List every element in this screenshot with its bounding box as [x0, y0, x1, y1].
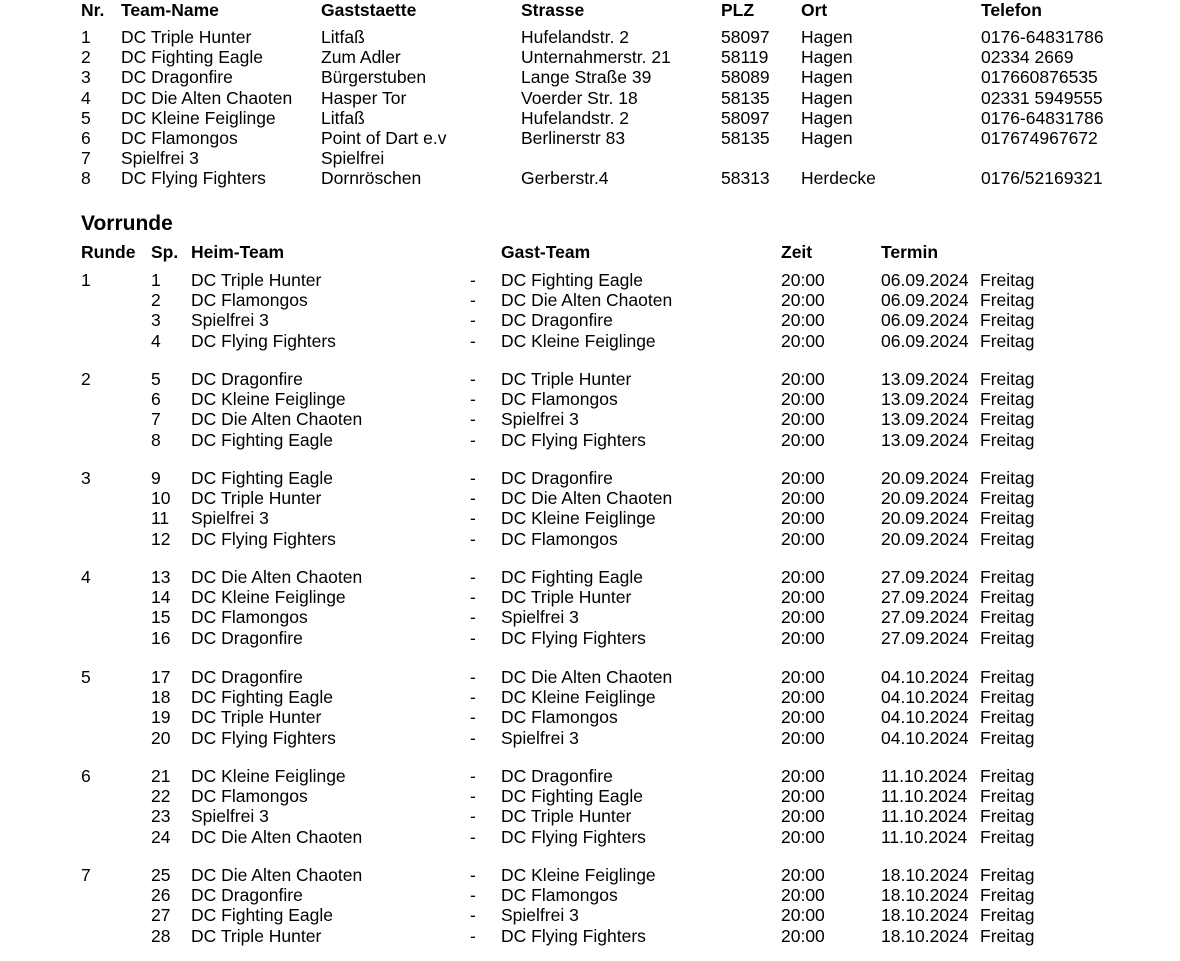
game-number: 17 — [151, 667, 171, 687]
game-number: 12 — [151, 528, 171, 549]
game-date: 18.10.2024 — [881, 865, 969, 885]
game-number: 6 — [151, 389, 161, 410]
game-date: 18.10.2024 — [881, 925, 969, 946]
game-weekday: Freitag — [980, 627, 1035, 648]
game-date: 11.10.2024 — [881, 826, 968, 847]
away-team: Spielfrei 3 — [501, 607, 579, 628]
team-venue: Hasper Tor — [321, 87, 407, 108]
away-team: Spielfrei 3 — [501, 409, 579, 430]
game-time: 20:00 — [781, 409, 825, 430]
game-time: 20:00 — [781, 429, 825, 450]
round-number: 7 — [81, 865, 91, 885]
game-weekday: Freitag — [980, 488, 1035, 509]
game-number: 26 — [151, 885, 171, 906]
team-city: Hagen — [801, 27, 853, 47]
team-plz: 58089 — [721, 67, 770, 88]
home-team: DC Die Alten Chaoten — [191, 826, 363, 847]
game-number: 2 — [151, 290, 161, 311]
home-team: DC Dragonfire — [191, 667, 303, 687]
vs-separator: - — [470, 310, 476, 331]
game-time: 20:00 — [781, 806, 825, 827]
game-time: 20:00 — [781, 508, 825, 529]
team-street: Gerberstr.4 — [521, 168, 609, 189]
game-date: 27.09.2024 — [881, 627, 969, 648]
away-team: Spielfrei 3 — [501, 727, 579, 748]
team-city: Hagen — [801, 128, 853, 148]
home-team: Spielfrei 3 — [191, 310, 269, 331]
schedule-header-time: Zeit — [781, 242, 813, 262]
game-weekday: Freitag — [980, 667, 1035, 687]
away-team: DC Fighting Eagle — [501, 270, 644, 290]
game-date: 27.09.2024 — [881, 607, 969, 628]
away-team: DC Flamongos — [501, 389, 618, 410]
team-venue: Dornröschen — [321, 168, 422, 189]
team-name: DC Die Alten Chaoten — [121, 87, 293, 108]
home-team: DC Dragonfire — [191, 885, 303, 906]
game-time: 20:00 — [781, 925, 825, 946]
game-date: 04.10.2024 — [881, 707, 969, 728]
game-time: 20:00 — [781, 528, 825, 549]
schedule-header-home: Heim-Team — [191, 242, 285, 262]
game-date: 04.10.2024 — [881, 727, 969, 748]
away-team: DC Kleine Feiglinge — [501, 330, 656, 351]
vs-separator: - — [470, 786, 476, 807]
game-date: 06.09.2024 — [881, 330, 969, 351]
game-date: 20.09.2024 — [881, 468, 969, 488]
away-team: DC Fighting Eagle — [501, 786, 644, 807]
game-weekday: Freitag — [980, 409, 1035, 430]
game-time: 20:00 — [781, 865, 825, 885]
home-team: DC Die Alten Chaoten — [191, 409, 363, 430]
team-venue: Spielfrei — [321, 148, 385, 169]
vs-separator: - — [470, 270, 476, 290]
game-number: 19 — [151, 707, 171, 728]
home-team: DC Triple Hunter — [191, 488, 322, 509]
team-plz: 58097 — [721, 27, 770, 47]
game-weekday: Freitag — [980, 429, 1035, 450]
game-number: 24 — [151, 826, 171, 847]
game-date: 06.09.2024 — [881, 270, 969, 290]
home-team: DC Die Alten Chaoten — [191, 865, 363, 885]
game-time: 20:00 — [781, 766, 825, 786]
vs-separator: - — [470, 826, 476, 847]
game-weekday: Freitag — [980, 290, 1035, 311]
home-team: DC Die Alten Chaoten — [191, 567, 363, 587]
team-name: Spielfrei 3 — [121, 148, 199, 169]
team-street: Voerder Str. 18 — [521, 87, 638, 108]
team-city: Hagen — [801, 87, 853, 108]
game-weekday: Freitag — [980, 508, 1035, 529]
home-team: DC Kleine Feiglinge — [191, 389, 346, 410]
game-weekday: Freitag — [980, 567, 1035, 587]
away-team: DC Dragonfire — [501, 468, 613, 488]
team-phone: 017660876535 — [981, 67, 1098, 88]
home-team: DC Fighting Eagle — [191, 687, 334, 708]
team-plz: 58313 — [721, 168, 770, 189]
away-team: DC Kleine Feiglinge — [501, 508, 656, 529]
game-date: 11.10.2024 — [881, 766, 968, 786]
schedule-header-round: Runde — [81, 242, 136, 262]
schedule-header-away: Gast-Team — [501, 242, 591, 262]
home-team: DC Kleine Feiglinge — [191, 587, 346, 608]
game-weekday: Freitag — [980, 727, 1035, 748]
teams-header-venue: Gaststaette — [321, 0, 417, 20]
game-time: 20:00 — [781, 905, 825, 926]
team-nr: 5 — [81, 107, 91, 128]
vs-separator: - — [470, 528, 476, 549]
game-weekday: Freitag — [980, 707, 1035, 728]
team-venue: Litfaß — [321, 107, 365, 128]
away-team: DC Die Alten Chaoten — [501, 488, 673, 509]
game-number: 1 — [151, 270, 161, 290]
team-phone: 02331 5949555 — [981, 87, 1103, 108]
game-time: 20:00 — [781, 727, 825, 748]
game-time: 20:00 — [781, 330, 825, 351]
game-date: 27.09.2024 — [881, 567, 969, 587]
game-time: 20:00 — [781, 667, 825, 687]
game-number: 8 — [151, 429, 161, 450]
game-weekday: Freitag — [980, 607, 1035, 628]
vs-separator: - — [470, 766, 476, 786]
vs-separator: - — [470, 567, 476, 587]
vs-separator: - — [470, 905, 476, 926]
game-weekday: Freitag — [980, 806, 1035, 827]
home-team: DC Flying Fighters — [191, 528, 336, 549]
team-street: Hufelandstr. 2 — [521, 27, 629, 47]
game-number: 28 — [151, 925, 171, 946]
vs-separator: - — [470, 369, 476, 389]
game-date: 20.09.2024 — [881, 528, 969, 549]
away-team: DC Triple Hunter — [501, 806, 632, 827]
team-venue: Point of Dart e.v — [321, 128, 447, 148]
round-number: 6 — [81, 766, 91, 786]
game-weekday: Freitag — [980, 826, 1035, 847]
game-time: 20:00 — [781, 885, 825, 906]
game-number: 22 — [151, 786, 171, 807]
vs-separator: - — [470, 727, 476, 748]
home-team: DC Flying Fighters — [191, 330, 336, 351]
game-number: 9 — [151, 468, 161, 488]
round-number: 1 — [81, 270, 91, 290]
team-nr: 2 — [81, 47, 91, 68]
vs-separator: - — [470, 667, 476, 687]
game-date: 20.09.2024 — [881, 508, 969, 529]
vs-separator: - — [470, 607, 476, 628]
game-date: 13.09.2024 — [881, 369, 969, 389]
team-nr: 4 — [81, 87, 91, 108]
away-team: Spielfrei 3 — [501, 905, 579, 926]
vs-separator: - — [470, 429, 476, 450]
game-number: 10 — [151, 488, 171, 509]
game-date: 06.09.2024 — [881, 290, 969, 311]
vs-separator: - — [470, 409, 476, 430]
vs-separator: - — [470, 806, 476, 827]
team-street: Unternahmerstr. 21 — [521, 47, 671, 68]
game-number: 7 — [151, 409, 161, 430]
game-date: 11.10.2024 — [881, 806, 968, 827]
schedule-header-game: Sp. — [151, 242, 179, 262]
away-team: DC Flying Fighters — [501, 627, 646, 648]
teams-header-nr: Nr. — [81, 0, 105, 20]
home-team: DC Fighting Eagle — [191, 429, 334, 450]
game-weekday: Freitag — [980, 905, 1035, 926]
round-number: 3 — [81, 468, 91, 488]
home-team: DC Flying Fighters — [191, 727, 336, 748]
team-name: DC Fighting Eagle — [121, 47, 264, 68]
game-weekday: Freitag — [980, 369, 1035, 389]
game-weekday: Freitag — [980, 528, 1035, 549]
game-date: 06.09.2024 — [881, 310, 969, 331]
team-name: DC Triple Hunter — [121, 27, 252, 47]
game-time: 20:00 — [781, 389, 825, 410]
game-weekday: Freitag — [980, 885, 1035, 906]
away-team: DC Dragonfire — [501, 766, 613, 786]
game-number: 16 — [151, 627, 171, 648]
team-venue: Bürgerstuben — [321, 67, 427, 88]
away-team: DC Flying Fighters — [501, 429, 646, 450]
team-phone: 02334 2669 — [981, 47, 1074, 68]
home-team: DC Fighting Eagle — [191, 468, 334, 488]
round-number: 5 — [81, 667, 91, 687]
team-name: DC Kleine Feiglinge — [121, 107, 276, 128]
team-phone: 0176/52169321 — [981, 168, 1103, 189]
vs-separator: - — [470, 925, 476, 946]
away-team: DC Flamongos — [501, 707, 618, 728]
game-date: 04.10.2024 — [881, 667, 969, 687]
home-team: DC Flamongos — [191, 786, 308, 807]
team-city: Herdecke — [801, 168, 876, 189]
home-team: DC Dragonfire — [191, 627, 303, 648]
away-team: DC Kleine Feiglinge — [501, 687, 656, 708]
away-team: DC Triple Hunter — [501, 369, 632, 389]
game-date: 18.10.2024 — [881, 905, 969, 926]
game-number: 21 — [151, 766, 171, 786]
team-city: Hagen — [801, 107, 853, 128]
away-team: DC Triple Hunter — [501, 587, 632, 608]
away-team: DC Flying Fighters — [501, 925, 646, 946]
game-date: 13.09.2024 — [881, 409, 969, 430]
team-venue: Litfaß — [321, 27, 365, 47]
away-team: DC Dragonfire — [501, 310, 613, 331]
teams-header-street: Strasse — [521, 0, 585, 20]
game-time: 20:00 — [781, 707, 825, 728]
game-number: 5 — [151, 369, 161, 389]
game-weekday: Freitag — [980, 925, 1035, 946]
team-phone: 0176-64831786 — [981, 107, 1104, 128]
teams-header-city: Ort — [801, 0, 828, 20]
game-time: 20:00 — [781, 290, 825, 311]
game-number: 4 — [151, 330, 161, 351]
team-nr: 7 — [81, 148, 91, 169]
home-team: DC Flamongos — [191, 607, 308, 628]
home-team: Spielfrei 3 — [191, 508, 269, 529]
away-team: DC Die Alten Chaoten — [501, 290, 673, 311]
game-time: 20:00 — [781, 826, 825, 847]
game-weekday: Freitag — [980, 786, 1035, 807]
team-phone: 0176-64831786 — [981, 27, 1104, 47]
game-time: 20:00 — [781, 607, 825, 628]
game-number: 20 — [151, 727, 171, 748]
game-weekday: Freitag — [980, 270, 1035, 290]
game-time: 20:00 — [781, 270, 825, 290]
round-number: 2 — [81, 369, 91, 389]
game-weekday: Freitag — [980, 865, 1035, 885]
team-name: DC Flamongos — [121, 128, 238, 148]
team-nr: 6 — [81, 128, 91, 148]
game-time: 20:00 — [781, 627, 825, 648]
away-team: DC Die Alten Chaoten — [501, 667, 673, 687]
game-number: 27 — [151, 905, 171, 926]
team-plz: 58097 — [721, 107, 770, 128]
away-team: DC Fighting Eagle — [501, 567, 644, 587]
vs-separator: - — [470, 707, 476, 728]
away-team: DC Flying Fighters — [501, 826, 646, 847]
home-team: DC Fighting Eagle — [191, 905, 334, 926]
game-date: 27.09.2024 — [881, 587, 969, 608]
game-date: 18.10.2024 — [881, 885, 969, 906]
vs-separator: - — [470, 627, 476, 648]
home-team: DC Dragonfire — [191, 369, 303, 389]
away-team: DC Kleine Feiglinge — [501, 865, 656, 885]
game-time: 20:00 — [781, 687, 825, 708]
away-team: DC Flamongos — [501, 885, 618, 906]
vs-separator: - — [470, 389, 476, 410]
game-number: 11 — [151, 508, 170, 529]
team-street: Hufelandstr. 2 — [521, 107, 629, 128]
game-time: 20:00 — [781, 786, 825, 807]
team-street: Berlinerstr 83 — [521, 128, 626, 148]
team-plz: 58135 — [721, 87, 770, 108]
team-city: Hagen — [801, 47, 853, 68]
vs-separator: - — [470, 488, 476, 509]
game-weekday: Freitag — [980, 766, 1035, 786]
team-street: Lange Straße 39 — [521, 67, 652, 88]
teams-header-phone: Telefon — [981, 0, 1042, 20]
game-weekday: Freitag — [980, 310, 1035, 331]
team-name: DC Dragonfire — [121, 67, 233, 88]
home-team: DC Flamongos — [191, 290, 308, 311]
game-number: 25 — [151, 865, 171, 885]
game-time: 20:00 — [781, 587, 825, 608]
vs-separator: - — [470, 468, 476, 488]
game-weekday: Freitag — [980, 587, 1035, 608]
team-city: Hagen — [801, 67, 853, 88]
game-number: 13 — [151, 567, 171, 587]
game-number: 18 — [151, 687, 171, 708]
home-team: DC Triple Hunter — [191, 925, 322, 946]
game-number: 23 — [151, 806, 171, 827]
game-time: 20:00 — [781, 468, 825, 488]
home-team: DC Kleine Feiglinge — [191, 766, 346, 786]
game-time: 20:00 — [781, 567, 825, 587]
home-team: Spielfrei 3 — [191, 806, 269, 827]
home-team: DC Triple Hunter — [191, 707, 322, 728]
round-number: 4 — [81, 567, 91, 587]
vs-separator: - — [470, 508, 476, 529]
team-venue: Zum Adler — [321, 47, 401, 68]
schedule-header-date: Termin — [881, 242, 939, 262]
game-date: 13.09.2024 — [881, 389, 969, 410]
game-weekday: Freitag — [980, 468, 1035, 488]
teams-header-team: Team-Name — [121, 0, 219, 20]
game-date: 04.10.2024 — [881, 687, 969, 708]
team-nr: 8 — [81, 168, 91, 189]
game-time: 20:00 — [781, 369, 825, 389]
game-number: 15 — [151, 607, 171, 628]
game-weekday: Freitag — [980, 687, 1035, 708]
home-team: DC Triple Hunter — [191, 270, 322, 290]
game-number: 14 — [151, 587, 171, 608]
vs-separator: - — [470, 290, 476, 311]
game-date: 20.09.2024 — [881, 488, 969, 509]
team-name: DC Flying Fighters — [121, 168, 266, 189]
game-time: 20:00 — [781, 488, 825, 509]
game-date: 13.09.2024 — [881, 429, 969, 450]
vs-separator: - — [470, 885, 476, 906]
game-time: 20:00 — [781, 310, 825, 331]
team-plz: 58119 — [721, 47, 769, 68]
teams-header-plz: PLZ — [721, 0, 755, 20]
away-team: DC Flamongos — [501, 528, 618, 549]
team-phone: 017674967672 — [981, 128, 1098, 148]
vs-separator: - — [470, 687, 476, 708]
section-title-vorrunde: Vorrunde — [81, 212, 173, 235]
game-weekday: Freitag — [980, 389, 1035, 410]
vs-separator: - — [470, 865, 476, 885]
team-nr: 3 — [81, 67, 91, 88]
vs-separator: - — [470, 330, 476, 351]
team-plz: 58135 — [721, 128, 770, 148]
game-number: 3 — [151, 310, 161, 331]
game-weekday: Freitag — [980, 330, 1035, 351]
game-date: 11.10.2024 — [881, 786, 968, 807]
team-nr: 1 — [81, 27, 91, 47]
vs-separator: - — [470, 587, 476, 608]
